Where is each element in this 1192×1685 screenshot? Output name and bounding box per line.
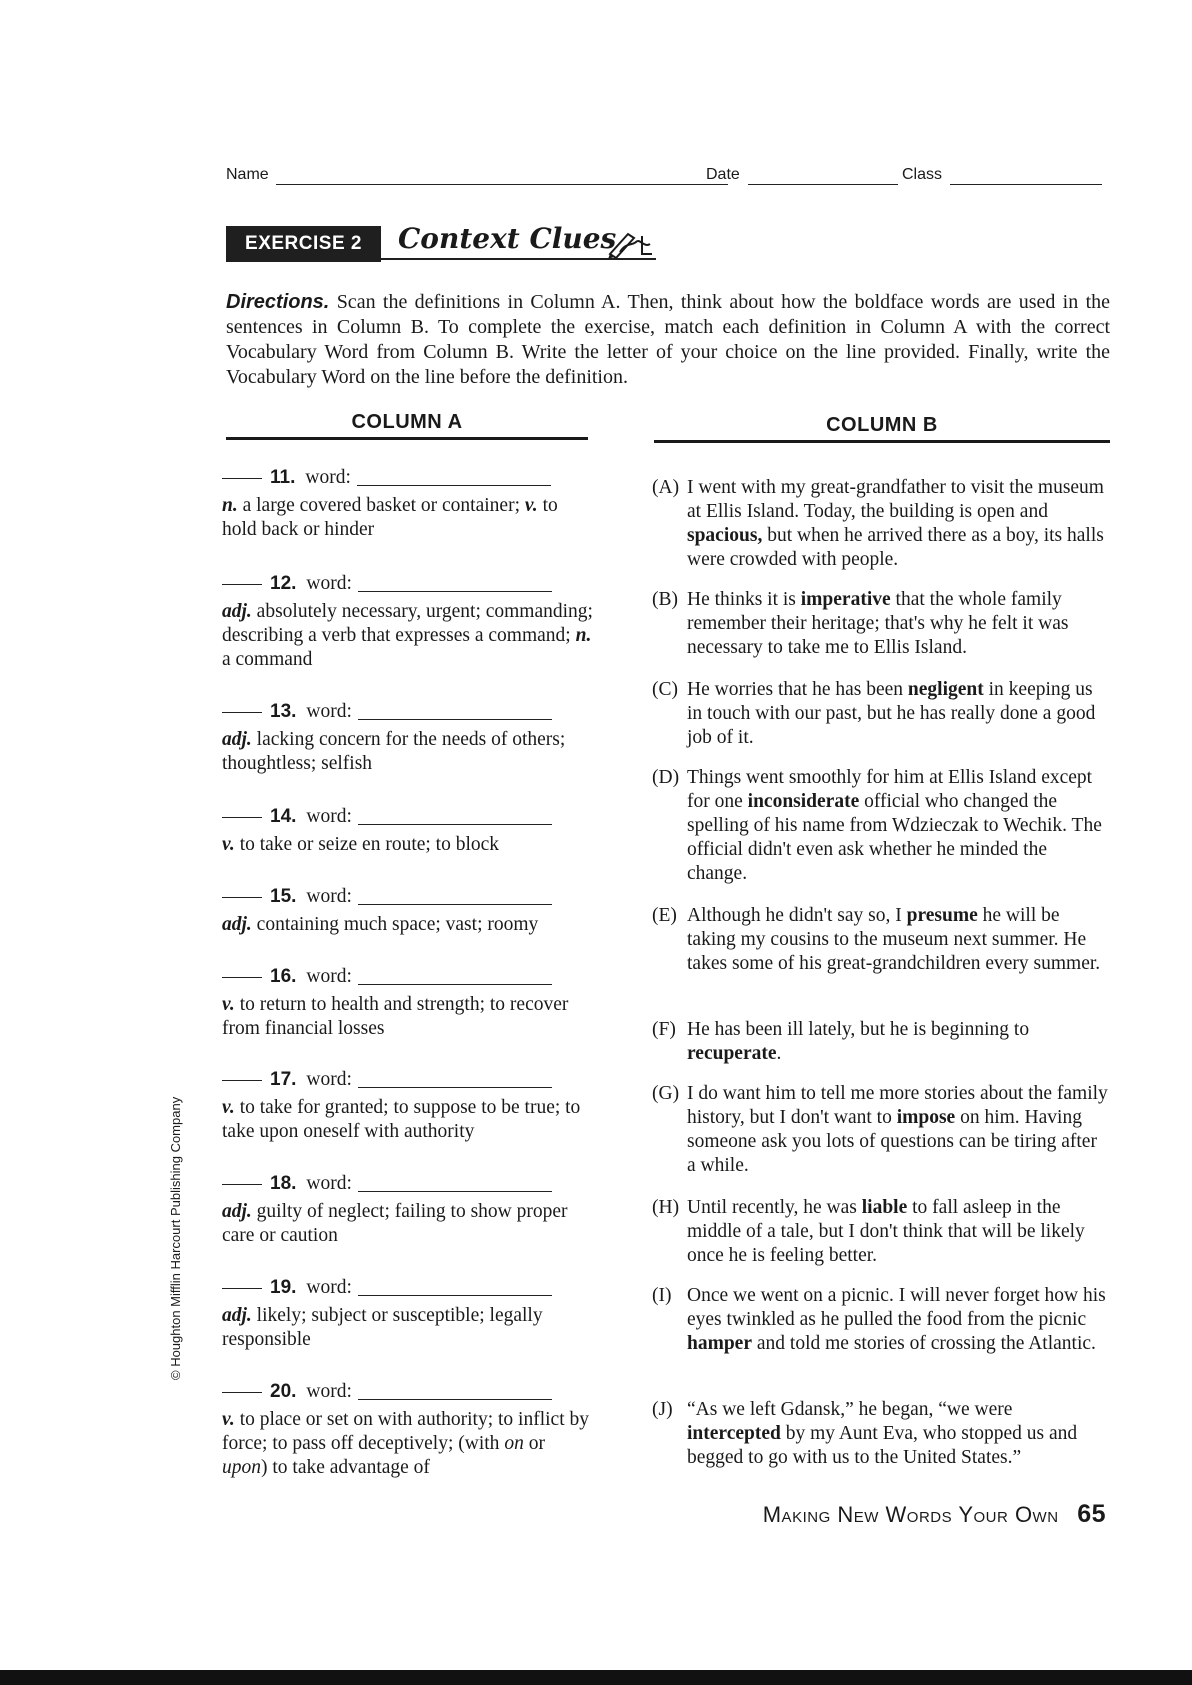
date-label: Date <box>706 166 740 183</box>
context-sentence <box>652 1196 1110 1268</box>
definition-text <box>222 598 594 672</box>
word-label: word: <box>306 1173 352 1194</box>
vocabulary-word: imperative <box>800 589 891 610</box>
sentence-text <box>652 1018 1110 1066</box>
context-sentence <box>652 476 1110 572</box>
directions-label: Directions. <box>226 291 330 313</box>
exercise-label: EXERCISE 2 <box>226 226 381 262</box>
class-label: Class <box>902 166 943 183</box>
word-label: word: <box>306 806 352 827</box>
letter-answer-blank[interactable] <box>222 712 262 713</box>
word-answer-line <box>222 805 594 831</box>
word-label: word: <box>306 1277 352 1298</box>
sentence-segment: Once we went on a picnic. I will never forget how his eyes twinkled as he pulled the food from the picnic <box>687 1285 1106 1330</box>
sentence-text <box>652 476 1110 572</box>
definition-text <box>222 726 594 776</box>
part-of-speech: v. <box>222 994 235 1015</box>
word-answer-blank[interactable] <box>358 1191 552 1192</box>
column-b-heading: COLUMN B <box>826 414 938 436</box>
word-answer-line <box>222 965 594 991</box>
page-number: 65 <box>1077 1500 1106 1528</box>
sentence-text <box>652 1398 1110 1470</box>
part-of-speech: on <box>504 1433 524 1454</box>
vocabulary-word: spacious, <box>687 525 763 546</box>
scan-border <box>0 1670 1192 1685</box>
exercise-title: Context Clues <box>398 222 617 255</box>
definition-text <box>222 1198 594 1248</box>
sentence-segment: in keeping us in touch with our past, but he has really done a good job of it. <box>687 679 1096 748</box>
word-label: word: <box>306 966 352 987</box>
item-number: 11. <box>270 467 296 488</box>
item-number: 19. <box>270 1277 297 1298</box>
vocabulary-word: inconsiderate <box>747 791 860 812</box>
sentence-letter: (G) <box>652 1083 680 1104</box>
letter-answer-blank[interactable] <box>222 584 262 585</box>
sentence-segment: He worries that he has been <box>687 679 908 700</box>
sentence-segment: but when he arrived there as a boy, its halls were crowded with people. <box>687 525 1104 570</box>
letter-answer-blank[interactable] <box>222 1392 262 1393</box>
sentence-segment: to fall asleep in the middle of a tale, but I don't think that will be likely once he is feeling better. <box>687 1197 1085 1266</box>
part-of-speech: upon <box>222 1457 261 1478</box>
sentence-text <box>652 1284 1110 1356</box>
sentence-letter: (C) <box>652 679 678 700</box>
word-answer-blank[interactable] <box>358 1295 552 1296</box>
letter-answer-blank[interactable] <box>222 478 262 479</box>
sentence-text <box>652 678 1110 750</box>
sentence-text <box>652 1082 1110 1178</box>
page-footer <box>763 1500 1106 1529</box>
sentence-letter: (F) <box>652 1019 676 1040</box>
definition-segment: to take for granted; to suppose to be true; to take upon oneself with authority <box>222 1097 581 1142</box>
sentence-text <box>652 588 1110 660</box>
part-of-speech: v. <box>524 495 538 516</box>
definition-segment: a large covered basket or container; <box>237 495 525 516</box>
definition-segment: guilty of neglect; failing to show proper care or caution <box>222 1201 568 1246</box>
letter-answer-blank[interactable] <box>222 977 262 978</box>
part-of-speech: v. <box>222 834 235 855</box>
context-sentence <box>652 1398 1110 1470</box>
definition-text <box>222 991 594 1041</box>
sentence-text <box>652 766 1110 886</box>
class-field-line[interactable] <box>950 184 1102 185</box>
part-of-speech: adj. <box>222 1305 252 1326</box>
definition-segment: or <box>523 1433 545 1454</box>
definition-item <box>222 1276 594 1352</box>
item-number: 17. <box>270 1069 297 1090</box>
definition-segment: to place or set on with authority; to inflict by force; to pass off deceptively; (with <box>222 1409 589 1454</box>
definition-text <box>222 831 594 857</box>
column-a-heading: COLUMN A <box>351 411 463 433</box>
vocabulary-word: negligent <box>907 679 984 700</box>
word-answer-blank[interactable] <box>358 1399 552 1400</box>
definition-item <box>222 572 594 672</box>
word-answer-blank[interactable] <box>358 719 552 720</box>
part-of-speech: v. <box>222 1409 235 1430</box>
sentence-letter: (D) <box>652 767 680 788</box>
definition-segment: to hold back or hinder <box>222 495 558 540</box>
definition-item <box>222 885 594 937</box>
definition-item <box>222 1068 594 1144</box>
part-of-speech: adj. <box>222 601 252 622</box>
sentence-segment: Although he didn't say so, I <box>687 905 907 926</box>
vocabulary-word: recuperate <box>687 1043 777 1064</box>
definition-text <box>222 911 594 937</box>
definition-segment: absolutely necessary, urgent; commanding; describing a verb that expresses a command; <box>222 601 593 646</box>
definition-segment: a command <box>222 649 313 670</box>
context-sentence <box>652 588 1110 660</box>
sentence-segment: “As we left Gdansk,” he began, “we were <box>687 1399 1013 1420</box>
vocabulary-word: hamper <box>687 1333 752 1354</box>
word-answer-blank[interactable] <box>358 984 552 985</box>
sentence-segment: Until recently, he was <box>687 1197 862 1218</box>
item-number: 18. <box>270 1173 297 1194</box>
student-info-header <box>226 166 1102 190</box>
directions <box>226 290 1110 390</box>
sentence-segment: . <box>776 1043 782 1064</box>
word-label: word: <box>306 1381 352 1402</box>
word-answer-line <box>222 1380 594 1406</box>
definition-item <box>222 466 594 542</box>
word-answer-line <box>222 1276 594 1302</box>
definition-segment: to return to health and strength; to recover from financial losses <box>222 994 569 1039</box>
part-of-speech: v. <box>222 1097 235 1118</box>
definition-item <box>222 700 594 776</box>
sentence-text <box>652 1196 1110 1268</box>
sentence-segment: He thinks it is <box>687 589 801 610</box>
vocabulary-word: liable <box>861 1197 908 1218</box>
name-label: Name <box>226 166 269 183</box>
letter-answer-blank[interactable] <box>222 1080 262 1081</box>
column-a-rule <box>226 437 588 440</box>
footer-text: Making New Words Your Own <box>762 1502 1059 1527</box>
word-answer-line <box>222 466 594 492</box>
sentence-segment: official who changed the spelling of his name from Wdzieczak to Wechik. The official didn't even ask whether he minded the change. <box>687 791 1102 884</box>
sentence-segment: I went with my great-grandfather to visit the museum at Ellis Island. Today, the building is open and <box>687 477 1104 522</box>
pencil-writing-icon <box>606 228 654 260</box>
definition-segment: ) to take advantage of <box>261 1457 430 1478</box>
vocabulary-word: impose <box>896 1107 956 1128</box>
context-sentence <box>652 1018 1110 1066</box>
definition-text <box>222 1406 594 1480</box>
column-b-rule <box>654 440 1110 443</box>
word-label: word: <box>305 467 351 488</box>
word-label: word: <box>306 573 352 594</box>
context-sentence <box>652 904 1110 976</box>
item-number: 12. <box>270 573 297 594</box>
word-answer-blank[interactable] <box>358 824 552 825</box>
sentence-segment: I do want him to tell me more stories about the family history, but I don't want to <box>687 1083 1108 1128</box>
word-answer-line <box>222 1068 594 1094</box>
sentence-letter: (E) <box>652 905 677 926</box>
sentence-segment: He has been ill lately, but he is beginning to <box>687 1019 1030 1040</box>
letter-answer-blank[interactable] <box>222 817 262 818</box>
word-answer-line <box>222 1172 594 1198</box>
sentence-segment: on him. Having someone ask you lots of questions can be tiring after a while. <box>687 1107 1097 1176</box>
part-of-speech: n. <box>575 625 592 646</box>
vocabulary-word: intercepted <box>687 1423 781 1444</box>
sentence-segment: by my Aunt Eva, who stopped us and begged to go with us to the United States.” <box>687 1423 1078 1468</box>
vocabulary-word: presume <box>906 905 978 926</box>
part-of-speech: adj. <box>222 914 252 935</box>
definition-item <box>222 1380 594 1480</box>
definition-segment: lacking concern for the needs of others; thoughtless; selfish <box>222 729 566 774</box>
definition-item <box>222 805 594 857</box>
sentence-letter: (H) <box>652 1197 680 1218</box>
word-label: word: <box>306 1069 352 1090</box>
definition-segment: likely; subject or susceptible; legally responsible <box>222 1305 543 1350</box>
word-answer-blank[interactable] <box>358 1087 552 1088</box>
definition-text <box>222 492 594 542</box>
sentence-segment: Things went smoothly for him at Ellis Island except for one <box>687 767 1093 812</box>
word-answer-line <box>222 885 594 911</box>
definition-text <box>222 1302 594 1352</box>
name-field-line[interactable] <box>276 184 728 185</box>
sentence-segment: he will be taking my cousins to the museum next summer. He takes some of his great-grandchildren every summer. <box>687 905 1101 974</box>
item-number: 13. <box>270 701 297 722</box>
date-field-line[interactable] <box>748 184 898 185</box>
item-number: 16. <box>270 966 297 987</box>
sentence-letter: (B) <box>652 589 678 610</box>
part-of-speech: n. <box>222 495 238 516</box>
part-of-speech: adj. <box>222 729 252 750</box>
letter-answer-blank[interactable] <box>222 1184 262 1185</box>
word-answer-blank[interactable] <box>358 591 552 592</box>
definition-item <box>222 965 594 1041</box>
item-number: 14. <box>270 806 297 827</box>
definition-segment: to take or seize en route; to block <box>234 834 500 855</box>
sentence-letter: (J) <box>652 1399 673 1420</box>
sentence-segment: that the whole family remember their heritage; that's why he felt it was necessary to take me to Ellis Island. <box>687 589 1069 658</box>
definition-item <box>222 1172 594 1248</box>
context-sentence <box>652 1284 1110 1356</box>
word-label: word: <box>306 701 352 722</box>
letter-answer-blank[interactable] <box>222 1288 262 1289</box>
item-number: 20. <box>270 1381 297 1402</box>
definition-text <box>222 1094 594 1144</box>
word-label: word: <box>306 886 352 907</box>
directions-text: Scan the definitions in Column A. Then, think about how the boldface words are used in the sentences in Column B. To complete the exercise, match each definition in Column A with the correct Vocabulary Word from Column B. Write the letter of your choice on the line provided. Finally, write the Vocabulary Word on the line before the definition. <box>226 291 1110 388</box>
word-answer-blank[interactable] <box>357 485 551 486</box>
item-number: 15. <box>270 886 297 907</box>
part-of-speech: adj. <box>222 1201 252 1222</box>
letter-answer-blank[interactable] <box>222 897 262 898</box>
context-sentence <box>652 766 1110 886</box>
word-answer-line <box>222 700 594 726</box>
context-sentence <box>652 678 1110 750</box>
copyright-notice: © Houghton Mifflin Harcourt Publishing Company <box>168 1096 183 1380</box>
sentence-segment: and told me stories of crossing the Atlantic. <box>752 1333 1096 1354</box>
sentence-letter: (A) <box>652 477 680 498</box>
definition-segment: containing much space; vast; roomy <box>251 914 539 935</box>
sentence-text <box>652 904 1110 976</box>
word-answer-blank[interactable] <box>358 904 552 905</box>
sentence-letter: (I) <box>652 1285 672 1306</box>
context-sentence <box>652 1082 1110 1178</box>
word-answer-line <box>222 572 594 598</box>
